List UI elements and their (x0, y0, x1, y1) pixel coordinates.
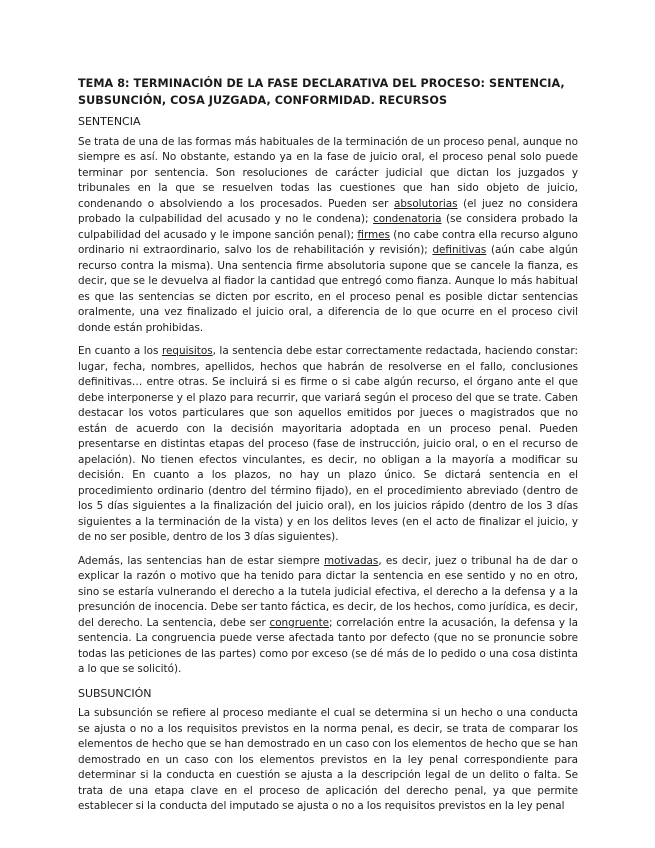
document-title: TEMA 8: TERMINACIÓN DE LA FASE DECLARATIVA DEL PROCESO: SENTENCIA, SUBSUNCIÓN, COSA JUZGADA, CONFORMIDAD. RECURSOS (78, 77, 565, 107)
underlined-term: congruente (269, 616, 330, 629)
paragraph: Se trata de una de las formas más habituales de la terminación de un proceso penal, aunque no siempre es así. No obstante, estando ya en la fase de juicio oral, el proceso penal solo puede terminar por sentencia. Son resoluciones de carácter judicial que dictan los juzgados y tribunales en la que se resuelven todas las cuestiones que han sido objeto de juicio, condenando o absolviendo a los procesados. Pueden ser absolutorias (el juez no considera probado la culpabilidad del acusado y no le condena); condenatoria (se considera probado la culpabilidad del acusado y le impone sanción penal); firmes (no cabe contra ella recurso alguno ordinario ni extraordinario, salvo los de rehabilitación y revisión); definitivas (aún cabe algún recurso contra la misma). Una sentencia firme absolutoria supone que se cancele la fianza, es decir, que se le devuelva al fiador la cantidad que entregó como fianza. Aunque lo más habitual es que las sentencias se dicten por escrito, en el proceso penal es posible dictar sentencias oralmente, una vez finalizado el juicio oral, a diferencia de lo que ocurre en el proceso civil donde están prohibidas. (78, 135, 578, 334)
section-sentencia (78, 114, 578, 678)
underlined-term: condenatoria (373, 213, 442, 225)
section-heading: SENTENCIA (78, 115, 141, 128)
document-body (78, 76, 578, 823)
underlined-term: absolutorias (393, 197, 458, 210)
section-subsuncion (78, 686, 578, 815)
section-heading: SUBSUNCIÓN (78, 686, 152, 700)
paragraph: Además, las sentencias han de estar siempre motivadas, es decir, juez o tribunal ha de dar o explicar la razón o motivo que ha tenido para dictar la sentencia en ese sentido y no en otro, sino se estaría vulnerando el derecho a la tutela judicial efectiva, el derecho a la defensa y a la presunción de inocencia. Debe ser tanto fáctica, es decir, de los hechos, como jurídica, es decir, del derecho. La sentencia, debe ser congruente; correlación entre la acusación, la defensa y la sentencia. La congruencia puede verse afectada tanto por defecto (que no se pronuncie sobre todas las peticiones de las partes) como por exceso (se dé más de lo pedido o una cosa distinta a lo que se solicitó). (78, 554, 579, 675)
paragraph: En cuanto a los requisitos, la sentencia debe estar correctamente redactada, haciendo constar: lugar, fecha, nombres, apellidos, hechos que habrán de resolverse en el fallo, conclusiones definitivas… entre otras. Se incluirá si es firme o si cabe algún recurso, el órgano ante el que debe interponerse y el plazo para recurrir, que variará según el proceso del que se trate. Caben destacar los votos particulares que son aquellos emitidos por jueces o magistrados que no están de acuerdo con la decisión mayoritaria adoptada en un proceso penal. Pueden presentarse en distintas etapas del proceso (fase de instrucción, juicio oral, o en el recurso de apelación). No tienen efectos vinculantes, es decir, no obligan a la mayoría a modificar su decisión. En cuanto a los plazos, no hay un plazo único. Se dictará sentencia en el procedimiento ordinario (dentro del término fijado), en el procedimiento abreviado (dentro de los 5 días siguientes a la finalización del juicio oral), en los juicios rápido (dentro de los 3 días siguientes a la terminación de la vista) y en los delitos leves (en el acto de finalizar el juicio, y de no ser posible, dentro de los 3 días siguientes). (78, 345, 578, 543)
underlined-term: motivadas (324, 554, 379, 567)
underlined-term: firmes (357, 228, 390, 241)
underlined-term: requisitos (161, 345, 213, 357)
underlined-term: definitivas (432, 244, 487, 256)
paragraph: La subsunción se refiere al proceso mediante el cual se determina si un hecho o una conducta se ajusta o no a los requisitos previstos en la norma penal, es decir, se trata de comparar los elementos de hecho que se han demostrado en un caso con los elementos de hecho que se han demostrado en un caso con los elementos previstos en la ley penal correspondiente para determinar si la conducta en cuestión se ajusta a la descripción legal de un delito o falta. Se trata de una etapa clave en el proceso de aplicación del derecho penal, ya que permite establecer si la conducta del imputado se ajusta o no a los requisitos previstos en la ley penal (78, 707, 578, 812)
